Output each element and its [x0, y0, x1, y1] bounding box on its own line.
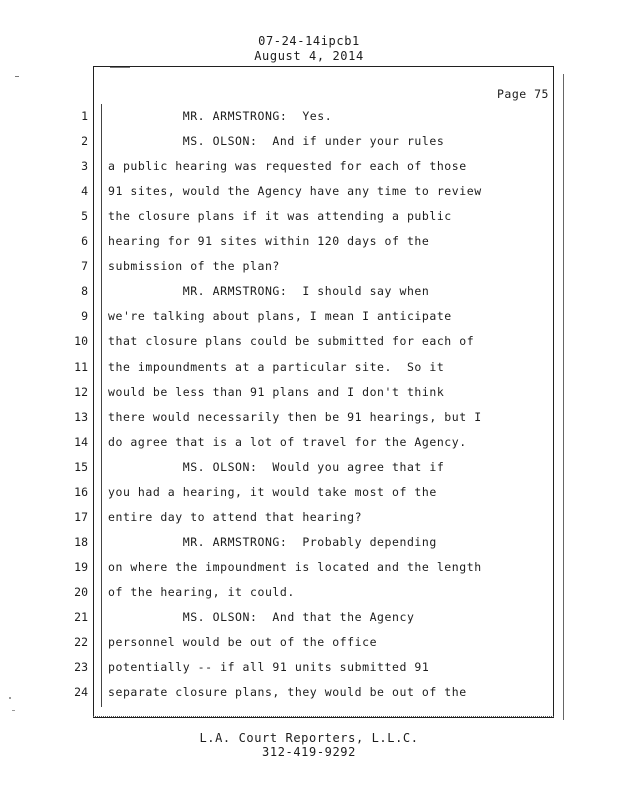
line-number: 20: [74, 585, 88, 599]
phone-footer: 312-419-9292: [262, 745, 356, 759]
line-number: 9: [81, 309, 88, 323]
transcript-line: would be less than 91 plans and I don't think: [108, 385, 445, 399]
line-number: 10: [74, 334, 88, 348]
transcript-line: MS. OLSON: Would you agree that if: [108, 460, 445, 474]
transcript-line: MR. ARMSTRONG: I should say when: [108, 284, 430, 298]
transcript-line: MR. ARMSTRONG: Probably depending: [108, 535, 437, 549]
case-number-header: 07-24-14ipcb1: [258, 34, 360, 48]
line-number: 14: [74, 435, 88, 449]
line-number: 11: [74, 360, 88, 374]
line-number: 23: [74, 660, 88, 674]
line-number: 19: [74, 560, 88, 574]
line-number: 21: [74, 610, 88, 624]
transcript-line: we're talking about plans, I mean I anticipate: [108, 309, 452, 323]
transcript-line: MS. OLSON: And that the Agency: [108, 610, 415, 624]
transcript-line: a public hearing was requested for each of those: [108, 159, 467, 173]
transcript-line: hearing for 91 sites within 120 days of the: [108, 234, 430, 248]
date-header: August 4, 2014: [254, 49, 364, 63]
line-number: 4: [81, 184, 88, 198]
transcript-line: MR. ARMSTRONG: Yes.: [108, 109, 333, 123]
line-number: 2: [81, 134, 88, 148]
reporter-footer: L.A. Court Reporters, L.L.C.: [199, 731, 419, 745]
transcript-line: potentially -- if all 91 units submitted 91: [108, 660, 430, 674]
transcript-line: of the hearing, it could.: [108, 585, 295, 599]
line-number: 12: [74, 385, 88, 399]
transcript-line: submission of the plan?: [108, 259, 280, 273]
line-number: 13: [74, 410, 88, 424]
line-number: 5: [81, 209, 88, 223]
line-number: 3: [81, 159, 88, 173]
transcript-line: entire day to attend that hearing?: [108, 510, 363, 524]
transcript-line: separate closure plans, they would be out of the: [108, 685, 467, 699]
line-number: 17: [74, 510, 88, 524]
transcript-line: that closure plans could be submitted for each of: [108, 334, 475, 348]
line-number: 6: [81, 234, 88, 248]
line-number: 15: [74, 460, 88, 474]
transcript-line: 91 sites, would the Agency have any time to review: [108, 184, 482, 198]
transcript-line: you had a hearing, it would take most of the: [108, 485, 437, 499]
transcript-line: MS. OLSON: And if under your rules: [108, 134, 445, 148]
transcript-line: the closure plans if it was attending a public: [108, 209, 452, 223]
transcript-line: on where the impoundment is located and the length: [108, 560, 482, 574]
transcript-line: do agree that is a lot of travel for the Agency.: [108, 435, 467, 449]
line-number: 16: [74, 485, 88, 499]
page-number: Page 75: [497, 87, 549, 101]
line-number: 7: [81, 259, 88, 273]
transcript-line: there would necessarily then be 91 hearings, but I: [108, 410, 482, 424]
line-number: 1: [81, 109, 88, 123]
line-number: 18: [74, 535, 88, 549]
transcript-line: personnel would be out of the office: [108, 635, 378, 649]
transcript-line: the impoundments at a particular site. So it: [108, 360, 445, 374]
line-number: 8: [81, 284, 88, 298]
line-number: 24: [74, 685, 88, 699]
line-number: 22: [74, 635, 88, 649]
